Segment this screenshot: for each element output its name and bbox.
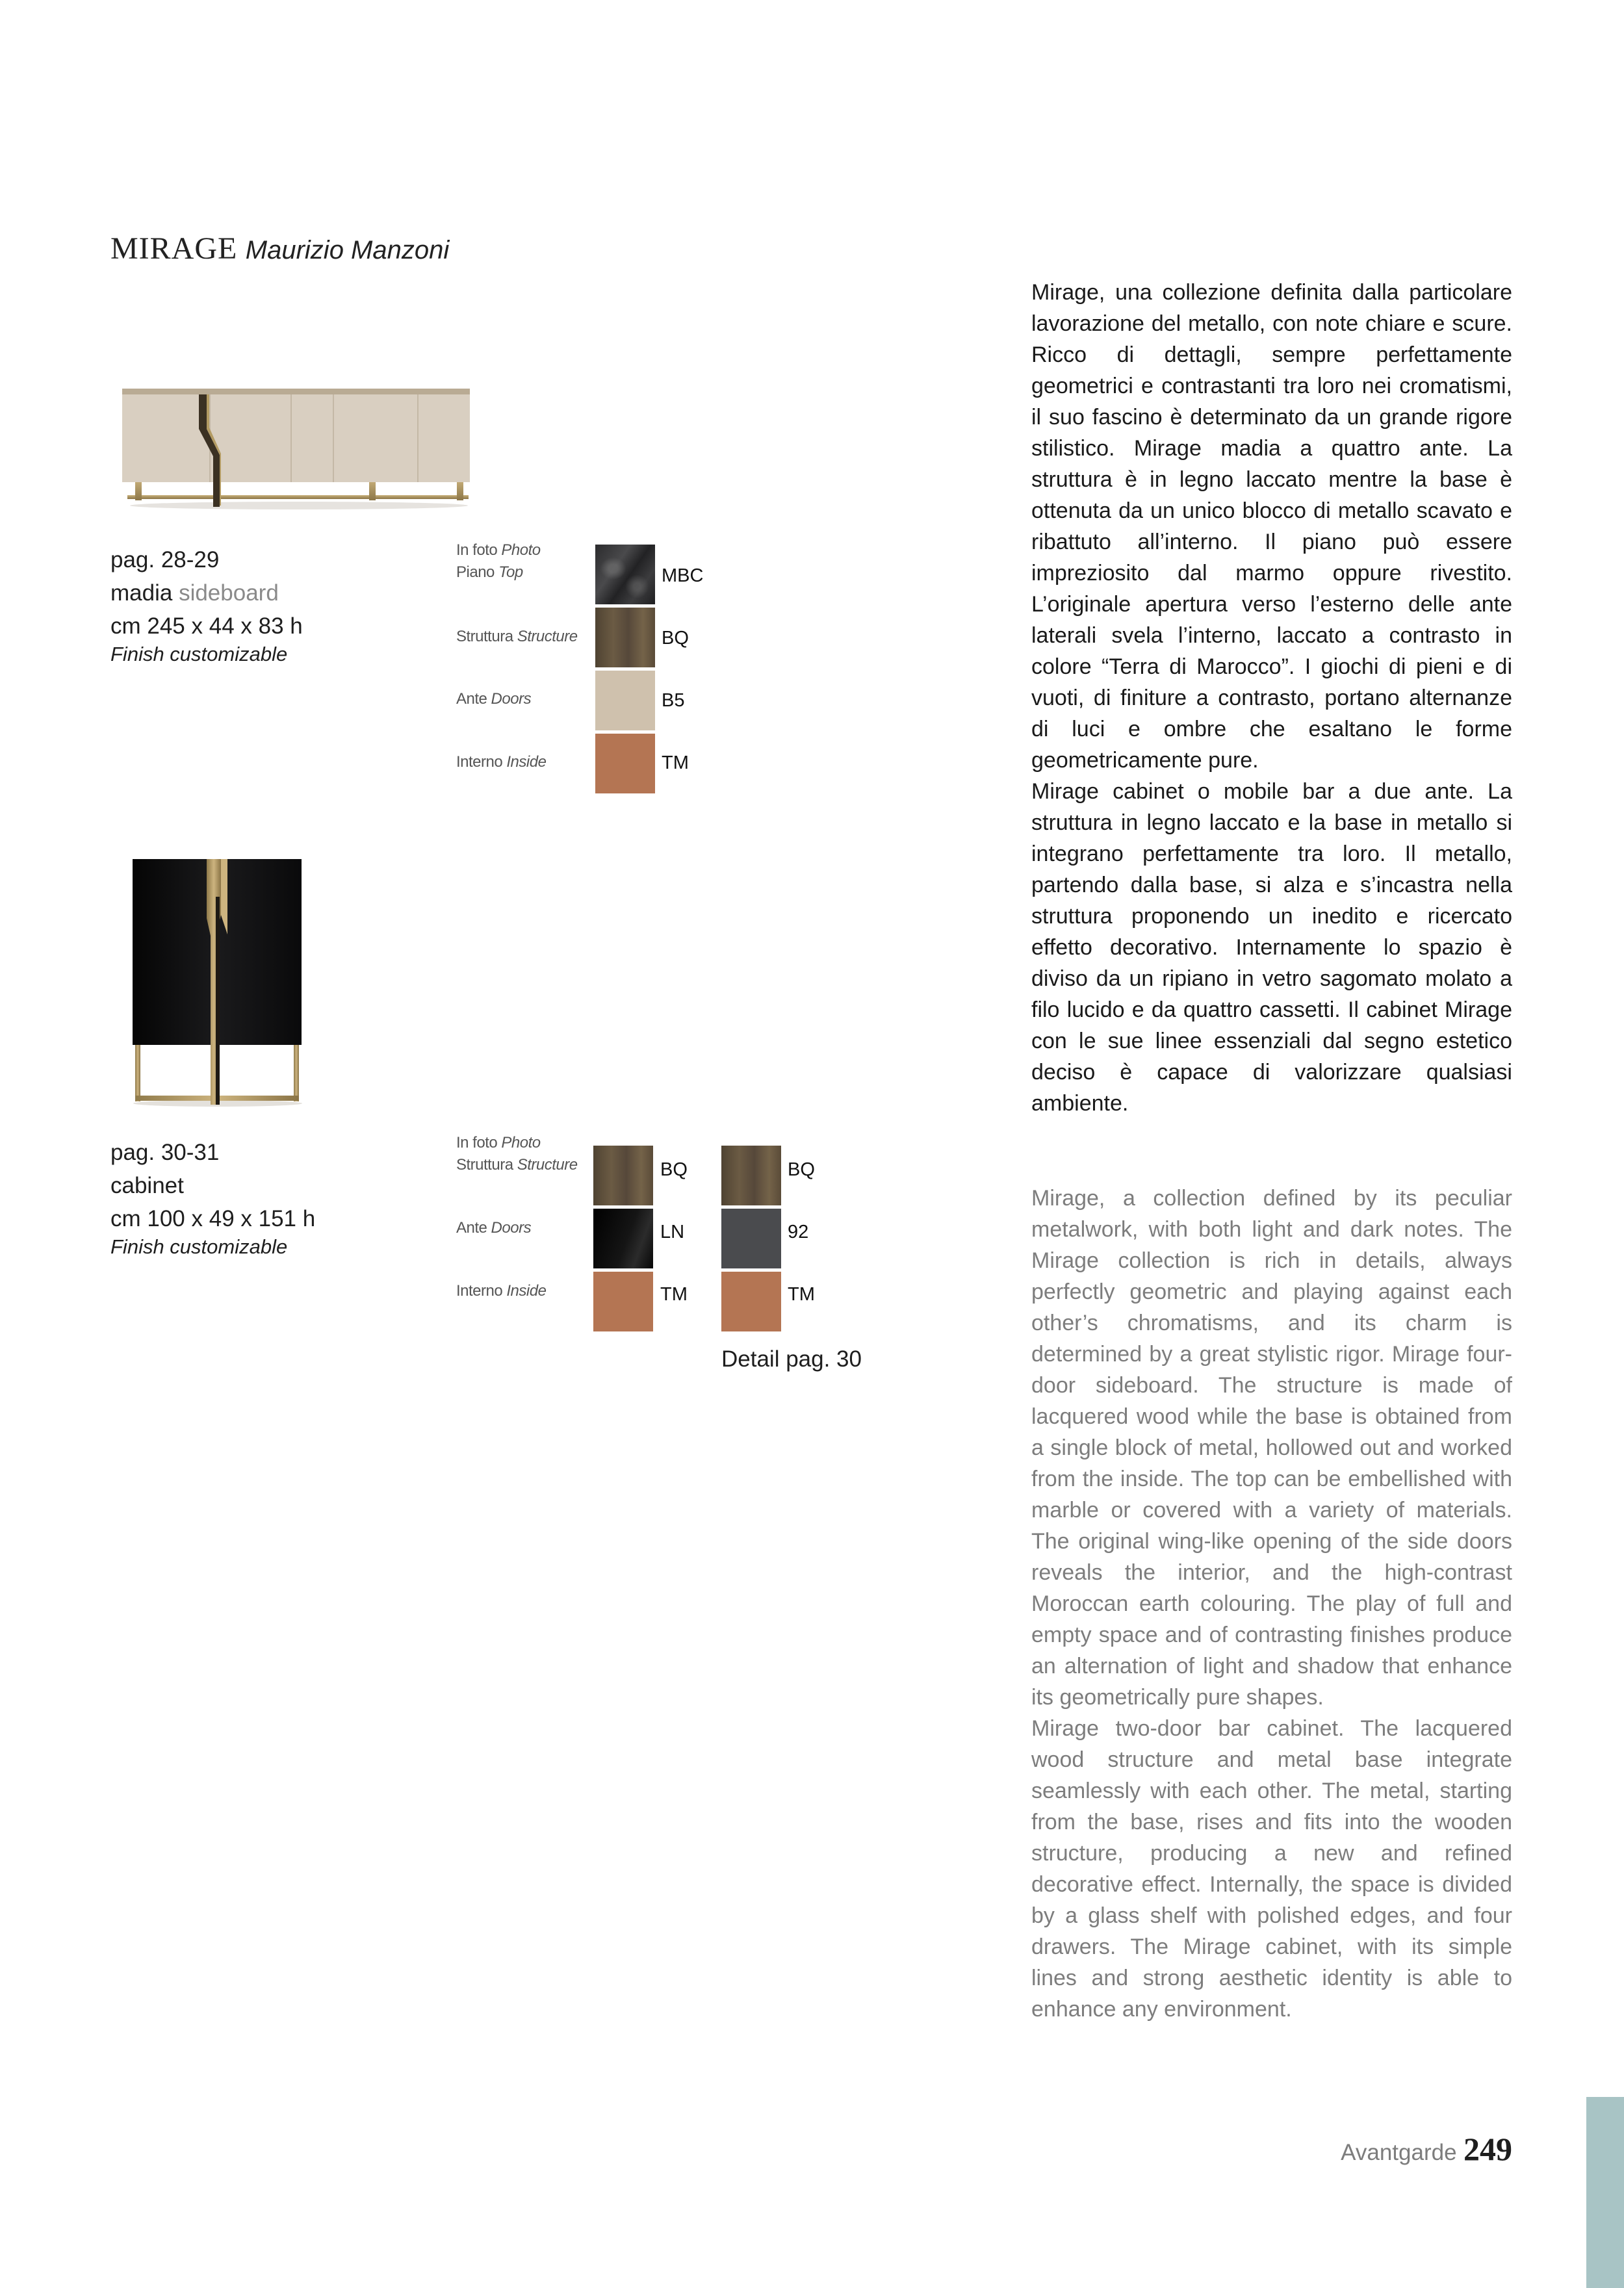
code-b-bq: BQ (788, 1159, 815, 1180)
sideboard-finish-note: Finish customizable (110, 643, 288, 665)
description-italian (1031, 277, 1512, 1119)
swatch-a-tm-terra (593, 1272, 653, 1331)
sideboard-label-doors: Ante Doors (456, 690, 532, 708)
italian-paragraph-1: Mirage, una collezione definita dalla particolare lavorazione del metallo, con note chiare e scure. Ricco di dettagli, sempre perfettamente geometrici e contrastanti tra loro nei cromatismi, il suo fascino è determinato da un grande rigore stilistico. Mirage madia a quattro ante. La struttura è in legno laccato mentre la base è ottenuta da un unico blocco di metallo scavato e ribattuto all’interno. Il piano può essere impreziosito dal marmo oppure rivestito. L’originale apertura verso l’esterno delle ante laterali svela l’interno, laccato a contrasto in colore “Terra di Marocco”. I giochi di pieni e di vuoti, di finiture a contrasto, portano alternanze di luci e ombre che esaltano le forme geometricamente pure. (1031, 280, 1512, 773)
sideboard-name: madia sideboard (110, 580, 279, 606)
cabinet-label-doors: Ante Doors (456, 1219, 532, 1237)
section-tab (1586, 2097, 1624, 2288)
page-number: 249 (1463, 2131, 1512, 2167)
cabinet-page-ref: pag. 30-31 (110, 1140, 220, 1165)
sideboard-dimensions: cm 245 x 44 x 83 h (110, 613, 303, 639)
code-a-bq: BQ (660, 1159, 688, 1180)
code-a-tm: TM (660, 1284, 688, 1305)
sideboard-label-photo-top: In foto Photo Piano Top (456, 541, 541, 581)
swatch-b-tm-terra (721, 1272, 781, 1331)
code-b-tm: TM (788, 1284, 815, 1305)
english-paragraph-2: Mirage two-door bar cabinet. The lacquered wood structure and metal base integrate seamlessly with each other. The metal, starting from the base, rises and fits into the wooden structure, producing a new and refined decorative effect. Internally, the space is divided by a glass shelf with polished edges, and four drawers. The Mirage cabinet, with its simple lines and strong aesthetic identity is able to enhance any environment. (1031, 1716, 1512, 2022)
section-label: Avantgarde (1341, 2140, 1457, 2165)
swatch-mbc-marble (595, 545, 655, 604)
swatch-b-bq-wood (721, 1146, 781, 1205)
sideboard-image (122, 383, 476, 513)
cabinet-name: cabinet (110, 1173, 184, 1198)
cabinet-image (130, 856, 309, 1110)
cabinet-label-inside: Interno Inside (456, 1282, 547, 1300)
designer-name: Maurizio Manzoni (245, 236, 450, 264)
code-a-ln: LN (660, 1222, 685, 1242)
cabinet-finish-note: Finish customizable (110, 1235, 288, 1258)
swatch-bq-wood (595, 608, 655, 667)
code-b5: B5 (662, 690, 685, 711)
sideboard-illustration (122, 383, 476, 510)
swatch-tm-terra (595, 734, 655, 793)
description-english (1031, 1183, 1512, 2025)
code-bq: BQ (662, 628, 689, 649)
cabinet-dimensions: cm 100 x 49 x 151 h (110, 1206, 316, 1231)
page-title (110, 231, 449, 266)
code-b-92: 92 (788, 1222, 809, 1242)
collection-name: MIRAGE (110, 231, 238, 266)
sideboard-page-ref: pag. 28-29 (110, 547, 220, 572)
cabinet-label-photo-structure: In foto Photo Struttura Structure (456, 1134, 578, 1174)
sideboard-label-inside: Interno Inside (456, 753, 547, 771)
swatch-a-bq-wood (593, 1146, 653, 1205)
swatch-a-ln-black (593, 1209, 653, 1268)
sideboard-label-structure: Struttura Structure (456, 628, 578, 645)
swatch-b-92-grey (721, 1209, 781, 1268)
detail-note: Detail pag. 30 (721, 1346, 862, 1372)
sideboard-info (110, 543, 303, 666)
page-footer (1341, 2130, 1512, 2168)
cabinet-info (110, 1136, 315, 1259)
italian-paragraph-2: Mirage cabinet o mobile bar a due ante. La struttura in legno laccato e la base in metallo si integrano perfettamente tra loro. Il metallo, partendo dalla base, si alza e s’incastra nella struttura proponendo un inedito e ricercato effetto decorativo. Internamente lo spazio è diviso da un ripiano in vetro sagomato molato a filo lucido e da quattro cassetti. Il cabinet Mirage con le sue linee essenziali dal segno estetico deciso è capace di valorizzare qualsiasi ambiente. (1031, 779, 1512, 1116)
swatch-b5-beige (595, 671, 655, 730)
english-paragraph-1: Mirage, a collection defined by its peculiar metalwork, with both light and dark notes. The Mirage collection is rich in details, always perfectly geometric and playing against each other’s chromatisms, and its charm is determined by a great stylistic rigor. Mirage four-door sideboard. The structure is made of lacquered wood while the base is obtained from a single block of metal, hollowed out and worked from the inside. The top can be embellished with marble or covered with a variety of materials. The original wing-like opening of the side doors reveals the interior, and the high-contrast Moroccan earth colouring. The play of full and empty space and of contrasting finishes produce an alternation of light and shadow that enhance its geometrically pure shapes. (1031, 1186, 1512, 1710)
cabinet-illustration (130, 856, 309, 1107)
code-mbc: MBC (662, 565, 704, 586)
code-tm: TM (662, 752, 689, 773)
